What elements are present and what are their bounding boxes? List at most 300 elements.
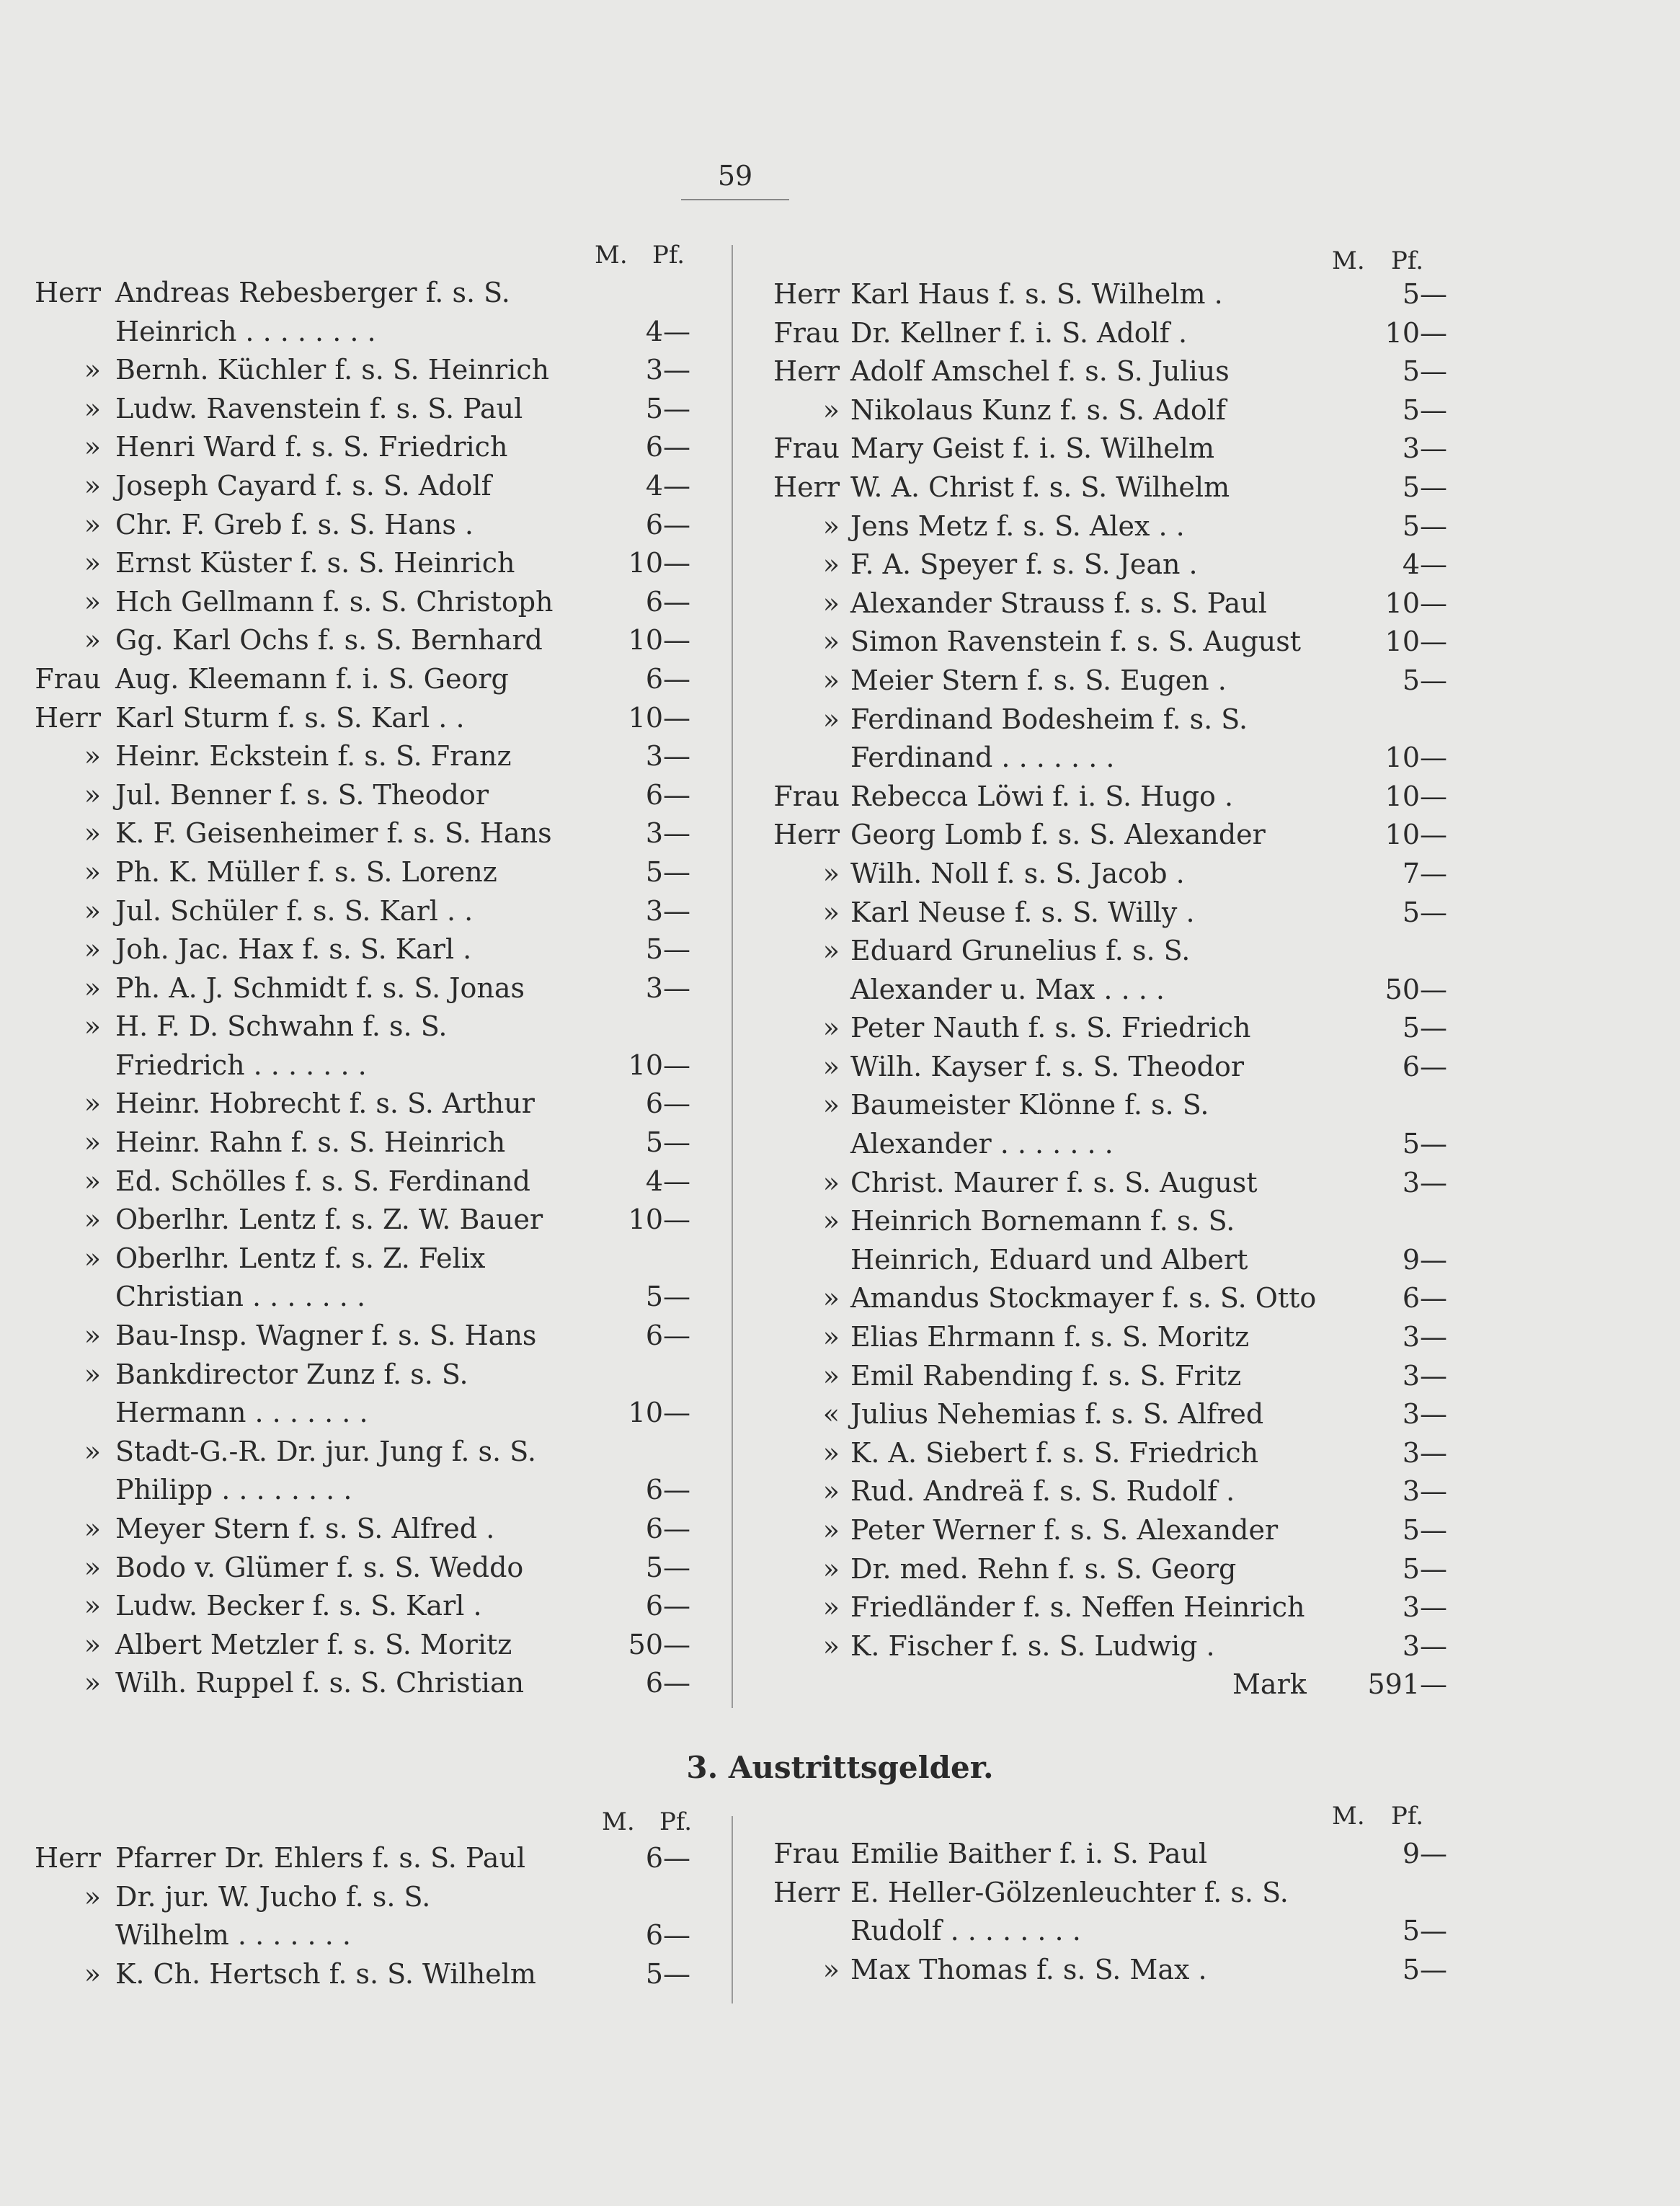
entry-title: » <box>822 1475 840 1508</box>
entry-name: Adolf Amschel f. s. S. Julius <box>850 355 1230 388</box>
amount-pfennig: — <box>1420 355 1447 388</box>
entry-title: Frau <box>773 316 840 349</box>
entry-name: Elias Ehrmann f. s. S. Moritz <box>850 1321 1250 1353</box>
list-entry <box>29 1201 699 1240</box>
header-mark: M. <box>595 241 628 270</box>
amount-mark: 3 <box>645 817 663 850</box>
entry-title: » <box>84 585 101 618</box>
list-entry <box>764 1009 1447 1048</box>
entry-title: » <box>84 1242 101 1274</box>
entry-title: » <box>822 1321 840 1353</box>
amount-pfennig: — <box>663 971 690 1004</box>
entry-title: » <box>84 971 101 1004</box>
amount-pfennig: — <box>1420 1243 1447 1276</box>
amount-mark: 10 <box>1385 780 1420 812</box>
amount-mark: 6 <box>645 1513 663 1544</box>
list-entry <box>29 699 699 738</box>
amount-pfennig: — <box>663 431 690 463</box>
amount-mark: 591 <box>1367 1668 1420 1701</box>
list-entry <box>764 1511 1447 1550</box>
amount-mark: 4 <box>645 315 663 347</box>
entry-name: Julius Nehemias f. s. S. Alfred <box>850 1398 1264 1431</box>
amount-mark: 10 <box>628 547 663 579</box>
entry-title: Frau <box>773 1838 840 1869</box>
list-entry <box>29 621 699 660</box>
list-entry <box>29 1916 699 1955</box>
amount-mark: 5 <box>1402 471 1420 503</box>
amount-pfennig: — <box>1420 1629 1447 1662</box>
header-pfennig: Pf. <box>652 241 685 270</box>
list-entry <box>29 544 699 583</box>
entry-title: » <box>84 1628 101 1660</box>
entry-title: » <box>84 1880 101 1913</box>
entry-name: Bankdirector Zunz f. s. S. <box>115 1358 468 1390</box>
list-entry <box>764 778 1447 817</box>
amount-pfennig: — <box>663 1088 690 1120</box>
amount-pfennig: — <box>1420 664 1447 696</box>
entry-name: Dr. jur. W. Jucho f. s. S. <box>115 1880 431 1913</box>
amount-pfennig: — <box>663 1474 690 1506</box>
entry-name: Meyer Stern f. s. S. Alfred . <box>115 1513 495 1544</box>
amount-mark: 5 <box>645 855 663 888</box>
amount-mark: 5 <box>1402 1915 1420 1947</box>
entry-title: Frau <box>35 662 101 695</box>
entry-name: Mary Geist f. i. S. Wilhelm <box>850 432 1214 465</box>
entry-name: W. A. Christ f. s. S. Wilhelm <box>850 471 1230 503</box>
amount-mark: 10 <box>1385 587 1420 619</box>
entry-name: Heinr. Hobrecht f. s. S. Arthur <box>115 1088 535 1120</box>
amount-pfennig: — <box>663 1320 690 1352</box>
entry-title: » <box>822 626 840 658</box>
list-entry <box>764 275 1447 314</box>
entry-name: Joh. Jac. Hax f. s. S. Karl . <box>115 933 472 966</box>
amount-mark: 6 <box>645 662 663 695</box>
amount-pfennig: — <box>1420 587 1447 619</box>
amount-pfennig: — <box>1420 1282 1447 1315</box>
amount-pfennig: — <box>663 354 690 386</box>
amount-pfennig: — <box>1420 1012 1447 1044</box>
list-entry <box>29 1278 699 1317</box>
amount-pfennig: — <box>663 392 690 424</box>
amount-mark: 3 <box>1402 1398 1420 1431</box>
amount-mark: 10 <box>1385 819 1420 851</box>
amount-pfennig: — <box>663 1919 690 1952</box>
entry-name: K. Fischer f. s. S. Ludwig . <box>850 1629 1215 1662</box>
amount-mark: 5 <box>645 1126 663 1159</box>
amount-pfennig: — <box>663 740 690 773</box>
entry-name: Ernst Küster f. s. S. Heinrich <box>115 547 515 579</box>
amount-pfennig: — <box>663 1126 690 1159</box>
right-column-header <box>764 244 1431 278</box>
entry-title: » <box>822 1166 840 1198</box>
list-entry <box>29 313 699 352</box>
amount-mark: 6 <box>645 1919 663 1952</box>
header-mark: M. <box>1332 246 1365 275</box>
amount-pfennig: — <box>1420 393 1447 426</box>
entry-title: » <box>822 1359 840 1392</box>
amount-mark: 5 <box>645 1281 663 1313</box>
entry-title: » <box>84 1320 101 1352</box>
list-entry <box>764 1164 1447 1203</box>
entry-name: Simon Ravenstein f. s. S. August <box>850 626 1302 658</box>
list-entry <box>29 1549 699 1588</box>
entry-title: Herr <box>35 1842 101 1874</box>
amount-mark: 5 <box>645 1551 663 1583</box>
amount-pfennig: — <box>663 1551 690 1583</box>
entry-name: Friedländer f. s. Neffen Heinrich <box>850 1591 1305 1624</box>
entry-name: Heinrich . . . . . . . . <box>115 315 376 347</box>
amount-pfennig: — <box>663 624 690 657</box>
amount-pfennig: — <box>663 315 690 347</box>
amount-pfennig: — <box>1420 510 1447 542</box>
amount-mark: 9 <box>1402 1838 1420 1869</box>
entry-name: Friedrich . . . . . . . <box>115 1049 367 1081</box>
list-entry <box>764 1550 1447 1589</box>
amount-pfennig: — <box>1420 896 1447 928</box>
entry-name: Georg Lomb f. s. S. Alexander <box>850 819 1266 851</box>
amount-pfennig: — <box>663 1204 690 1236</box>
total-row <box>764 1665 1447 1704</box>
entry-title: » <box>822 1591 840 1624</box>
amount-pfennig: — <box>1420 1475 1447 1508</box>
entry-name: Dr. Kellner f. i. S. Adolf . <box>850 316 1188 349</box>
entry-title: » <box>84 1358 101 1390</box>
amount-pfennig: — <box>1420 1953 1447 1985</box>
list-entry <box>29 1471 699 1510</box>
list-entry <box>764 1086 1431 1125</box>
amount-pfennig: — <box>663 469 690 502</box>
section-title-austrittsgelder: 3. Austrittsgelder. <box>686 1750 994 1785</box>
amount-pfennig: — <box>1420 973 1447 1005</box>
amount-pfennig: — <box>1420 819 1447 851</box>
entry-name: Oberlhr. Lentz f. s. Z. Felix <box>115 1242 486 1274</box>
amount-pfennig: — <box>1420 626 1447 658</box>
list-entry <box>29 1664 699 1703</box>
entry-name: Joseph Cayard f. s. S. Adolf <box>115 469 492 502</box>
list-entry <box>764 314 1447 353</box>
list-entry <box>764 1318 1447 1357</box>
entry-title: » <box>84 817 101 850</box>
entry-name: Emil Rabending f. s. S. Fritz <box>850 1359 1242 1392</box>
list-entry <box>29 390 699 429</box>
entry-title: » <box>84 431 101 463</box>
entry-title: » <box>822 935 840 967</box>
entry-name: Philipp . . . . . . . . <box>115 1474 352 1506</box>
amount-pfennig: — <box>663 508 690 541</box>
entry-name: Bodo v. Glümer f. s. S. Weddo <box>115 1551 524 1583</box>
header-mark: M. <box>1332 1802 1365 1831</box>
list-entry <box>764 1627 1447 1666</box>
amount-mark: 3 <box>1402 1475 1420 1508</box>
entry-name: Albert Metzler f. s. S. Moritz <box>115 1628 512 1660</box>
list-entry <box>29 1955 699 1994</box>
amount-mark: 6 <box>645 431 663 463</box>
entry-title: » <box>84 1957 101 1990</box>
entry-title: Herr <box>773 278 840 310</box>
list-entry <box>764 1472 1447 1511</box>
list-entry <box>29 776 699 815</box>
entry-name: Hermann . . . . . . . <box>115 1397 368 1429</box>
list-entry <box>764 623 1447 662</box>
list-entry <box>764 1395 1447 1434</box>
page-number-underline <box>681 199 789 200</box>
amount-mark: 7 <box>1402 857 1420 889</box>
list-entry <box>764 971 1447 1010</box>
entry-title: » <box>84 624 101 657</box>
amount-mark: 5 <box>645 933 663 966</box>
entry-title: » <box>822 1012 840 1044</box>
entry-name: Henri Ward f. s. S. Friedrich <box>115 431 508 463</box>
entry-title: » <box>822 896 840 928</box>
amount-pfennig: — <box>663 1397 690 1429</box>
entry-title: » <box>84 778 101 811</box>
entry-title: » <box>822 857 840 889</box>
amount-mark: 6 <box>645 1088 663 1120</box>
list-entry <box>29 1878 699 1917</box>
amount-pfennig: — <box>663 894 690 927</box>
donation-list-right <box>764 275 1447 1704</box>
amount-pfennig: — <box>663 933 690 966</box>
amount-mark: 3 <box>645 894 663 927</box>
amount-pfennig: — <box>1420 548 1447 581</box>
amount-pfennig: — <box>1420 1668 1447 1701</box>
left-column-header-section2 <box>29 1805 699 1839</box>
entry-title: » <box>822 587 840 619</box>
amount-mark: 6 <box>1402 1282 1420 1315</box>
list-entry <box>764 932 1431 971</box>
entry-name: Gg. Karl Ochs f. s. S. Bernhard <box>115 624 543 657</box>
amount-mark: 5 <box>1402 896 1420 928</box>
amount-pfennig: — <box>1420 1398 1447 1431</box>
list-entry <box>29 274 699 313</box>
amount-mark: 3 <box>1402 1629 1420 1662</box>
amount-pfennig: — <box>663 585 690 618</box>
entry-name: Heinrich, Eduard und Albert <box>850 1243 1248 1276</box>
entry-title: » <box>84 469 101 502</box>
entry-name: Jul. Benner f. s. S. Theodor <box>115 778 489 811</box>
amount-mark: 50 <box>628 1628 663 1660</box>
entry-name: Aug. Kleemann f. i. S. Georg <box>115 662 509 695</box>
entry-name: Alexander Strauss f. s. S. Paul <box>850 587 1267 619</box>
total-label: Mark <box>1232 1668 1307 1701</box>
amount-pfennig: — <box>663 1165 690 1197</box>
entry-title: » <box>822 1282 840 1315</box>
list-entry <box>29 1317 699 1356</box>
amount-mark: 5 <box>645 392 663 424</box>
amount-pfennig: — <box>1420 1359 1447 1392</box>
list-entry <box>29 1839 699 1878</box>
amount-mark: 6 <box>645 508 663 541</box>
entry-name: Bernh. Küchler f. s. S. Heinrich <box>115 354 550 386</box>
entry-name: Karl Haus f. s. S. Wilhelm . <box>850 278 1223 310</box>
column-divider <box>732 245 733 1708</box>
header-mark: M. <box>602 1807 635 1836</box>
list-entry <box>764 1125 1447 1164</box>
list-entry <box>29 506 699 545</box>
amount-mark: 9 <box>1402 1243 1420 1276</box>
amount-mark: 50 <box>1385 973 1420 1005</box>
page-number: 59 <box>717 160 753 192</box>
entry-name: Max Thomas f. s. S. Max . <box>850 1953 1207 1985</box>
amount-pfennig: — <box>1420 1166 1447 1198</box>
entry-title: Herr <box>35 277 101 308</box>
list-entry <box>29 969 699 1008</box>
amount-mark: 6 <box>645 1590 663 1622</box>
list-entry <box>29 351 699 390</box>
amount-pfennig: — <box>663 1049 690 1081</box>
list-entry <box>29 737 699 776</box>
entry-name: Jens Metz f. s. S. Alex . . <box>850 510 1185 542</box>
entry-name: Stadt-G.-R. Dr. jur. Jung f. s. S. <box>115 1435 536 1467</box>
amount-mark: 5 <box>1402 664 1420 696</box>
entry-name: E. Heller-Gölzenleuchter f. s. S. <box>850 1876 1289 1908</box>
entry-name: K. F. Geisenheimer f. s. S. Hans <box>115 817 552 850</box>
list-entry <box>764 391 1447 430</box>
list-entry <box>764 1357 1447 1396</box>
amount-pfennig: — <box>1420 742 1447 774</box>
amount-mark: 5 <box>1402 278 1420 310</box>
amount-mark: 10 <box>628 624 663 657</box>
list-entry <box>764 816 1447 855</box>
entry-title: » <box>84 1513 101 1544</box>
list-entry <box>29 853 699 892</box>
list-entry <box>764 1951 1447 1990</box>
entry-title: » <box>84 1088 101 1120</box>
entry-title: » <box>84 1551 101 1583</box>
amount-mark: 10 <box>628 1049 663 1081</box>
entry-name: Eduard Grunelius f. s. S. <box>850 935 1191 967</box>
amount-pfennig: — <box>1420 1514 1447 1546</box>
list-entry <box>764 1874 1431 1913</box>
list-entry <box>764 855 1447 894</box>
entry-title: Herr <box>773 471 840 503</box>
list-entry <box>29 1008 699 1046</box>
entry-title: » <box>822 510 840 542</box>
entry-name: Chr. F. Greb f. s. S. Hans . <box>115 508 474 541</box>
list-entry <box>764 1241 1447 1280</box>
list-entry <box>764 1835 1447 1874</box>
amount-mark: 5 <box>1402 393 1420 426</box>
header-pfennig: Pf. <box>659 1807 693 1836</box>
amount-pfennig: — <box>1420 857 1447 889</box>
amount-mark: 6 <box>645 1667 663 1699</box>
entry-title: » <box>84 1204 101 1236</box>
amount-mark: 3 <box>1402 1436 1420 1469</box>
list-entry <box>29 1356 699 1395</box>
entry-name: Heinr. Eckstein f. s. S. Franz <box>115 740 512 773</box>
entry-name: Heinrich Bornemann f. s. S. <box>850 1205 1235 1237</box>
entry-title: » <box>822 548 840 581</box>
entry-name: Meier Stern f. s. S. Eugen . <box>850 664 1227 696</box>
entry-title: Herr <box>773 819 840 851</box>
list-entry <box>764 546 1447 584</box>
entry-name: Baumeister Klönne f. s. S. <box>850 1089 1209 1121</box>
entry-title: « <box>822 1398 840 1431</box>
amount-mark: 3 <box>1402 1166 1420 1198</box>
entry-name: Peter Nauth f. s. S. Friedrich <box>850 1012 1251 1044</box>
entry-name: Heinr. Rahn f. s. S. Heinrich <box>115 1126 506 1159</box>
entry-title: » <box>84 1590 101 1622</box>
amount-mark: 4 <box>1402 548 1420 581</box>
entry-title: » <box>822 393 840 426</box>
amount-mark: 4 <box>645 1165 663 1197</box>
amount-mark: 5 <box>1402 355 1420 388</box>
entry-name: F. A. Speyer f. s. S. Jean . <box>850 548 1198 581</box>
list-entry <box>764 507 1447 546</box>
entry-name: Rud. Andreä f. s. S. Rudolf . <box>850 1475 1235 1508</box>
entry-title: » <box>84 1667 101 1699</box>
amount-mark: 6 <box>645 778 663 811</box>
entry-title: » <box>822 1514 840 1546</box>
amount-mark: 10 <box>628 701 663 734</box>
donation-list-left <box>29 274 699 1703</box>
list-entry <box>29 1085 699 1124</box>
amount-pfennig: — <box>663 701 690 734</box>
amount-pfennig: — <box>663 662 690 695</box>
amount-mark: 3 <box>645 740 663 773</box>
entry-name: Karl Sturm f. s. S. Karl . . <box>115 701 465 734</box>
entry-name: Ferdinand Bodesheim f. s. S. <box>850 703 1248 735</box>
amount-pfennig: — <box>663 855 690 888</box>
list-entry <box>764 584 1447 623</box>
amount-pfennig: — <box>663 778 690 811</box>
entry-title: » <box>84 740 101 773</box>
list-entry <box>29 1046 699 1085</box>
amount-mark: 4 <box>645 469 663 502</box>
list-entry <box>764 1048 1447 1087</box>
list-entry <box>29 1240 699 1278</box>
amount-mark: 6 <box>645 585 663 618</box>
entry-name: Amandus Stockmayer f. s. S. Otto <box>850 1282 1317 1315</box>
amount-pfennig: — <box>1420 316 1447 349</box>
amount-mark: 3 <box>645 971 663 1004</box>
list-entry <box>29 1124 699 1162</box>
entry-title: Herr <box>773 355 840 388</box>
entry-name: Peter Werner f. s. S. Alexander <box>850 1514 1279 1546</box>
amount-pfennig: — <box>663 1513 690 1544</box>
entry-name: Oberlhr. Lentz f. s. Z. W. Bauer <box>115 1204 543 1236</box>
list-entry <box>29 428 699 467</box>
entry-title: » <box>84 855 101 888</box>
amount-mark: 5 <box>1402 1012 1420 1044</box>
entry-title: » <box>84 933 101 966</box>
amount-pfennig: — <box>1420 432 1447 465</box>
amount-mark: 10 <box>1385 626 1420 658</box>
amount-mark: 10 <box>628 1204 663 1236</box>
amount-mark: 6 <box>645 1320 663 1352</box>
entry-title: » <box>822 703 840 735</box>
list-entry <box>764 1202 1431 1241</box>
entry-title: » <box>84 1165 101 1197</box>
austritt-list-left <box>29 1839 699 1993</box>
austritt-list-right <box>764 1835 1447 1989</box>
entry-title: » <box>84 1010 101 1043</box>
list-entry <box>764 468 1447 507</box>
entry-name: Hch Gellmann f. s. S. Christoph <box>115 585 554 618</box>
list-entry <box>29 930 699 969</box>
list-entry <box>764 352 1447 391</box>
amount-pfennig: — <box>1420 471 1447 503</box>
amount-pfennig: — <box>1420 1128 1447 1160</box>
amount-mark: 3 <box>1402 432 1420 465</box>
amount-pfennig: — <box>663 1842 690 1874</box>
entry-name: Karl Neuse f. s. S. Willy . <box>850 896 1195 928</box>
list-entry <box>764 1434 1447 1473</box>
list-entry <box>29 583 699 622</box>
entry-title: » <box>822 1205 840 1237</box>
amount-pfennig: — <box>663 1590 690 1622</box>
entry-title: » <box>822 664 840 696</box>
